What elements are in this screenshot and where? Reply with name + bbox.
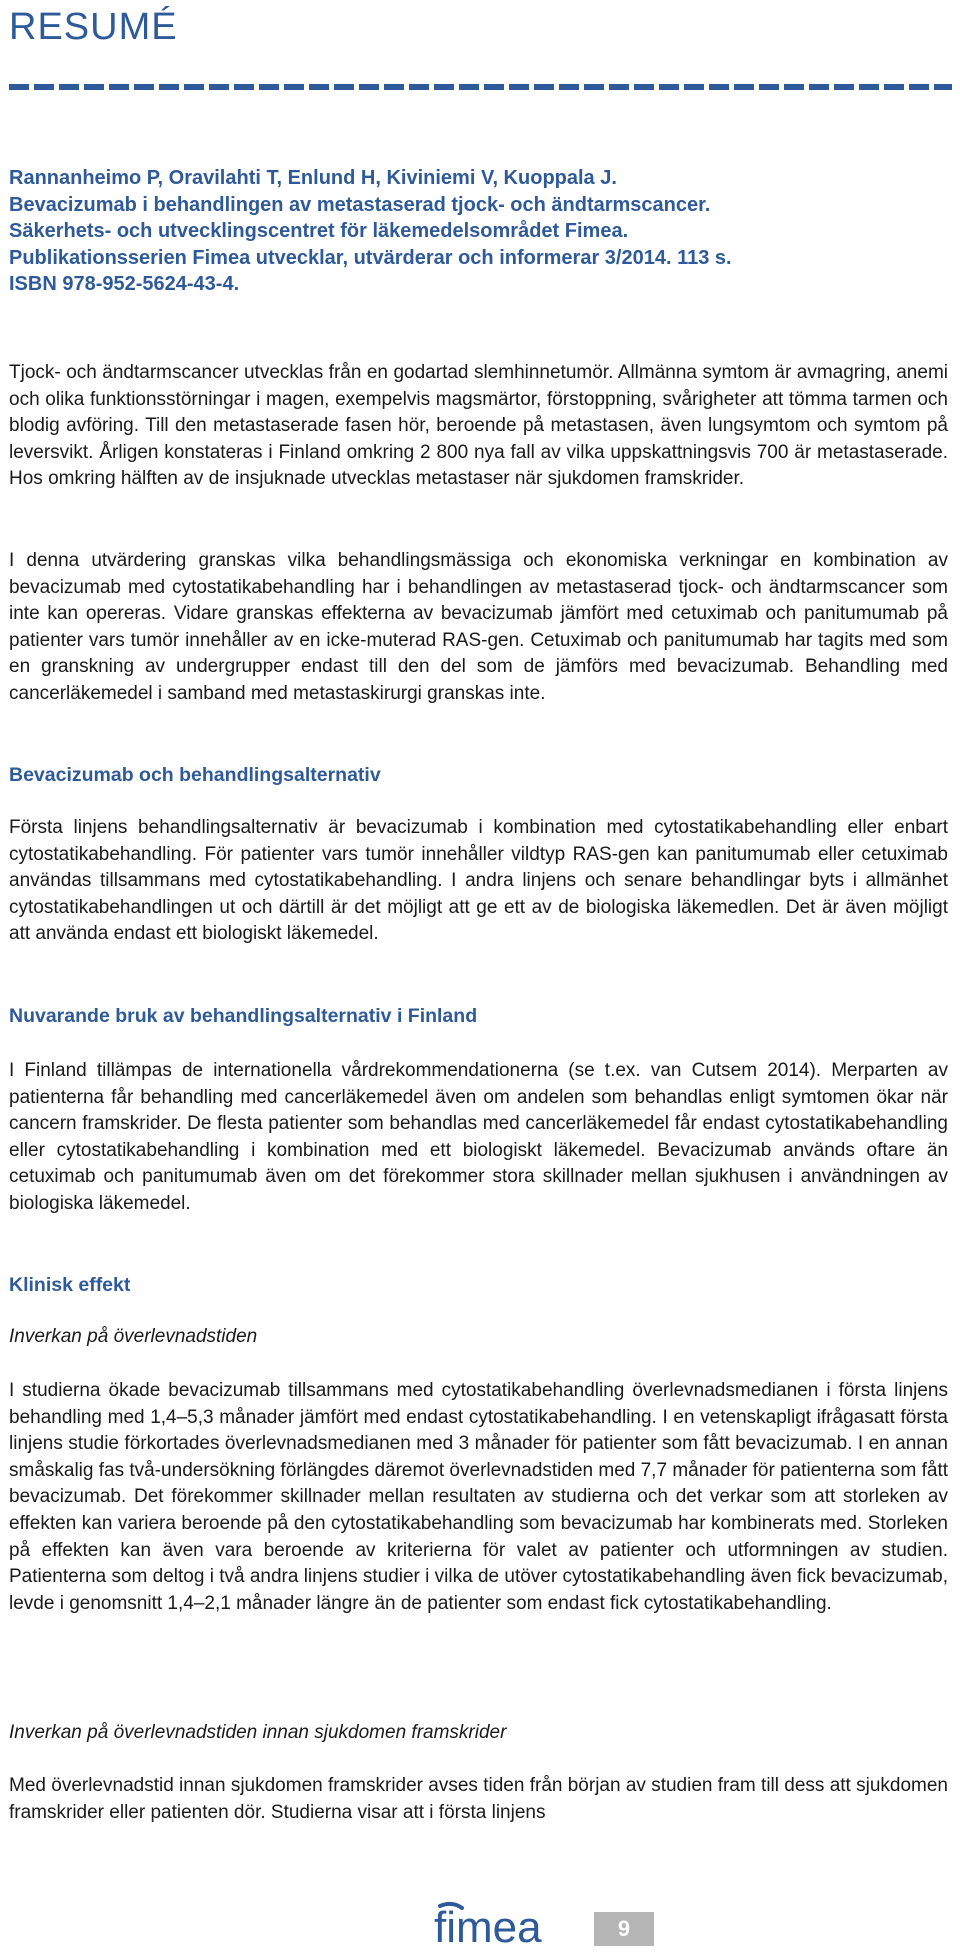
subsection-heading: Inverkan på överlevnadstiden innan sjukdomen framskrider	[9, 1722, 507, 1743]
citation-line: Säkerhets- och utvecklingscentret för läkemedelsområdet Fimea.	[9, 220, 629, 242]
body-paragraph: Tjock- och ändtarmscancer utvecklas från en godartad slemhinnetumör. Allmänna symtom är avmagring, anemi och olika funktionsstörningar i magen, exempelvis magsmärtor, förstoppning, svårigheter att tömma tarmen och blodig avföring. Till den metastaserade fasen hör, beroende på metastasen, även lungsymtom och symtom på leversvikt. Årligen konstateras i Finland omkring 2 800 nya fall av vilka uppskattningsvis 700 är metastaserade. Hos omkring hälften av de insjuknade utvecklas metastaser när sjukdomen framskrider.	[9, 362, 948, 490]
section-heading: Bevacizumab och behandlingsalternativ	[9, 764, 381, 786]
citation-line: Bevacizumab i behandlingen av metastaserad tjock- och ändtarmscancer.	[9, 193, 711, 216]
citation-line: ISBN 978-952-5624-43-4.	[9, 273, 240, 295]
citation-line: Publikationsserien Fimea utvecklar, utvärderar och informerar 3/2014. 113 s.	[9, 246, 732, 269]
subsection-heading: Inverkan på överlevnadstiden	[9, 1326, 258, 1347]
body-paragraph: Första linjens behandlingsalternativ är bevacizumab i kombination med cytostatikabehandling eller enbart cytostatikabehandling. För patienter vars tumör innehåller vildtyp RAS-gen kan panitumumab eller cetuximab användas tillsammans med cytostatikabehandling. I andra linjens och senare behandlingar byts i allmänhet cytostatikabehandlingen ut och därtill är det möjligt att ge ett av de biologiska läkemedlen. Det är även möjligt att använda endast ett biologiskt läkemedel.	[9, 817, 948, 945]
section-heading: Klinisk effekt	[9, 1274, 131, 1296]
section-title: RESUMÉ	[9, 6, 178, 48]
page-number: 9	[594, 1912, 654, 1946]
citation-block	[9, 165, 944, 298]
fimea-logo-mark	[432, 1900, 572, 1952]
dashed-title-rule	[9, 84, 952, 90]
body-paragraph: I studierna ökade bevacizumab tillsammans med cytostatikabehandling överlevnadsmedianen i första linjens behandling med 1,4–5,3 månader jämfört med endast cytostatikabehandling. I en vetenskapligt ifrågasatt första linjens studie förkortades överlevnadsmedianen med 3 månader för patienter som fått bevacizumab. I en annan småskalig fas två-undersökning förlängdes däremot överlevnadstiden med 7,7 månader för patienterna som fått bevacizumab. Det förekommer skillnader mellan resultaten av studierna och det verkar som att storleken av effekten kan variera beroende på den cytostatikabehandling som bevacizumab har kombinerats med. Storleken på effekten kan även vara beroende av kriterierna för valet av patienter och utformningen av studien. Patienterna som deltog i två andra linjens studier i vilka de utöver cytostatikabehandling även fick bevacizumab, levde i genomsnitt 1,4–2,1 månader längre än de patienter som endast fick cytostatikabehandling.	[9, 1380, 948, 1614]
fimea-logo	[432, 1900, 572, 1957]
body-paragraph: I Finland tillämpas de internationella vårdrekommendationerna (se t.ex. van Cutsem 2014). Merparten av patienterna får behandling med cancerläkemedel även om andelen som behandlas enligt symtomen ökar när cancern framskrider. De flesta patienter som behandlas med cancerläkemedel får endast cytostatikabehandling eller cytostatikabehandling i kombination med ett biologiskt läkemedel. Bevacizumab används oftare än cetuximab och panitumumab även om det förekommer stora skillnader mellan sjukhusen i användningen av biologiska läkemedel.	[9, 1060, 948, 1214]
body-paragraph: I denna utvärdering granskas vilka behandlingsmässiga och ekonomiska verkningar en kombination av bevacizumab med cytostatikabehandling har i behandlingen av metastaserad tjock- och ändtarmscancer som inte kan opereras. Vidare granskas effekterna av bevacizumab jämfört med cetuximab och panitumumab på patienter vars tumör innehåller av en icke-muterad RAS-gen. Cetuximab och panitumumab har tagits med som en granskning av undergrupper endast till den del som de jämförs med bevacizumab. Behandling med cancerläkemedel i samband med metastaskirurgi granskas inte.	[9, 550, 948, 704]
body-paragraph: Med överlevnadstid innan sjukdomen framskrider avses tiden från början av studien fram till dess att sjukdomen framskrider eller patienten dör. Studierna visar att i första linjens	[9, 1775, 948, 1823]
section-heading: Nuvarande bruk av behandlingsalternativ i Finland	[9, 1005, 478, 1027]
citation-line: Rannanheimo P, Oravilahti T, Enlund H, Kiviniemi V, Kuoppala J.	[9, 167, 617, 189]
logo-text: fimea	[434, 1903, 542, 1952]
